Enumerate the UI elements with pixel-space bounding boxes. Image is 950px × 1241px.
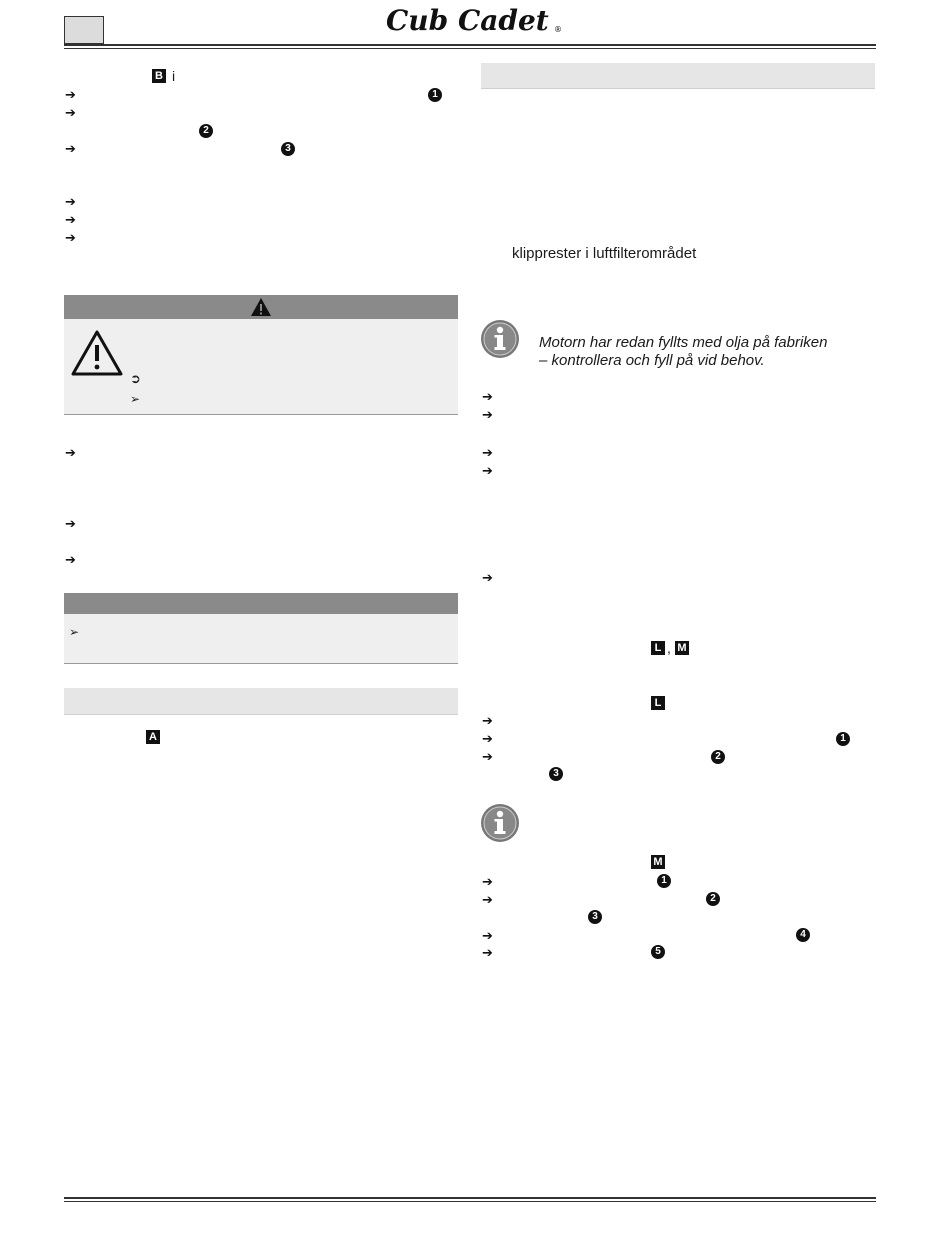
bullet-arrow-icon: ➔: [65, 141, 76, 156]
step-number-2: 2: [706, 892, 720, 906]
bullet-arrow-icon: ➔: [65, 105, 76, 120]
bullet-arrow-icon: ➔: [482, 713, 493, 728]
header-rule-thin: [64, 48, 876, 49]
step-number-1: 1: [657, 874, 671, 888]
step-number-1: 1: [428, 88, 442, 102]
bullet-arrow-icon: ➔: [482, 892, 493, 907]
step-number-2: 2: [199, 124, 213, 138]
step-number-1: 1: [836, 732, 850, 746]
footer-rule: [64, 1197, 876, 1199]
warning-triangle-icon: [250, 297, 272, 317]
bullet-arrow-icon: ➔: [482, 570, 493, 585]
info-note-line-1: Motorn har redan fyllts med olja på fabriken: [539, 334, 828, 351]
figure-ref-l: L: [651, 696, 665, 710]
bullet-arrow-icon: ➔: [482, 407, 493, 422]
step-number-3: 3: [281, 142, 295, 156]
air-filter-text: klipprester i luftfilterområdet: [512, 245, 697, 262]
step-number-3: 3: [549, 767, 563, 781]
figure-ref-a: A: [146, 730, 160, 744]
bullet-arrow-icon: ➔: [482, 874, 493, 889]
figure-ref-b: B: [152, 69, 166, 83]
step-number-3: 3: [588, 910, 602, 924]
info-icon: [480, 319, 520, 359]
header-rule: [64, 44, 876, 46]
chevron-bullet-icon: ➢: [69, 625, 80, 639]
logo-text: Cub Cadet: [386, 4, 549, 37]
logo-registered-mark: ®: [554, 25, 562, 34]
bullet-arrow-icon: ➔: [482, 463, 493, 478]
cub-cadet-logo: [384, 2, 564, 40]
note-box-body: [64, 614, 458, 664]
right-section-header: [481, 63, 875, 89]
figure-ref-suffix: i: [172, 68, 176, 84]
warning-box-header: [64, 295, 458, 319]
bullet-arrow-icon: ➔: [65, 230, 76, 245]
bullet-arrow-icon: ➔: [482, 731, 493, 746]
step-number-2: 2: [711, 750, 725, 764]
footer-rule-thin: [64, 1201, 876, 1202]
page-number-box: [64, 16, 104, 44]
bullet-arrow-icon: ➔: [482, 928, 493, 943]
bullet-arrow-icon: ➔: [65, 194, 76, 209]
bullet-arrow-icon: ➔: [482, 945, 493, 960]
info-icon: [480, 803, 520, 843]
redirect-arrow-icon: ➲: [130, 371, 141, 386]
step-number-5: 5: [651, 945, 665, 959]
bullet-arrow-icon: ➔: [65, 516, 76, 531]
left-section-header: [64, 688, 458, 715]
figure-ref-m: M: [651, 855, 665, 869]
warning-box-body: [64, 319, 458, 415]
chevron-bullet-icon: ➢: [130, 392, 141, 406]
figure-ref-m: M: [675, 641, 689, 655]
note-box-header: [64, 593, 458, 614]
warning-triangle-icon: [70, 329, 124, 377]
bullet-arrow-icon: ➔: [65, 87, 76, 102]
info-note-line-2: – kontrollera och fyll på vid behov.: [539, 352, 765, 369]
step-number-4: 4: [796, 928, 810, 942]
bullet-arrow-icon: ➔: [482, 389, 493, 404]
bullet-arrow-icon: ➔: [65, 552, 76, 567]
figure-ref-l: L: [651, 641, 665, 655]
bullet-arrow-icon: ➔: [65, 445, 76, 460]
figure-ref-separator: ,: [667, 640, 671, 656]
bullet-arrow-icon: ➔: [482, 749, 493, 764]
bullet-arrow-icon: ➔: [482, 445, 493, 460]
bullet-arrow-icon: ➔: [65, 212, 76, 227]
